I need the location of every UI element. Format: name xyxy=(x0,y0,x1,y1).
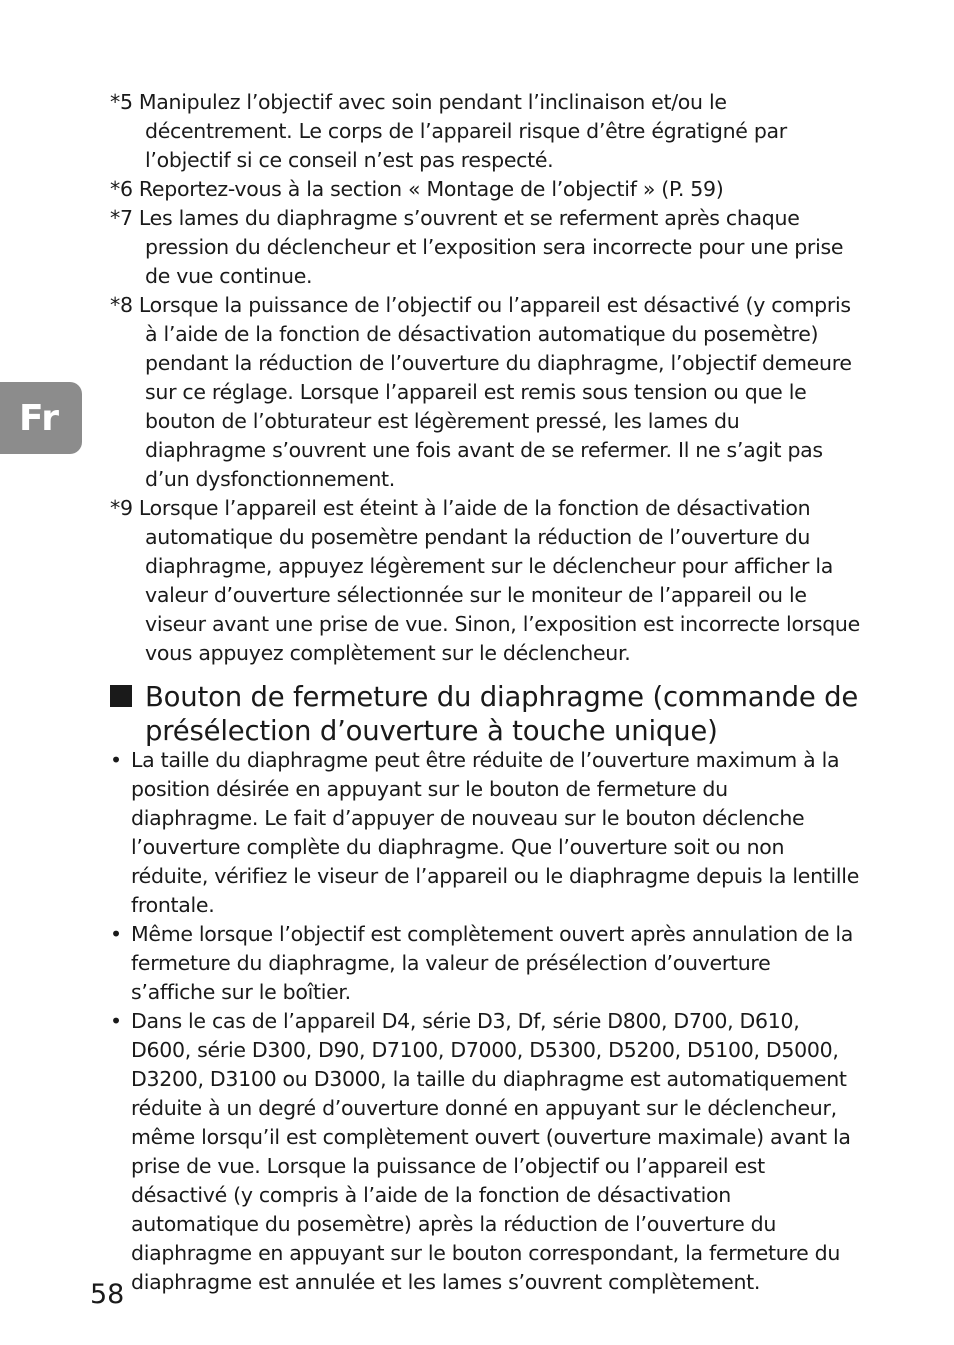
footnotes xyxy=(110,88,860,668)
list-item xyxy=(110,1007,860,1297)
footnote-8: *8 Lorsque la puissance de l’objectif ou l’appareil est désactivé (y compris à l’aide de la fonction de désactivation automatique du posemètre) pendant la réduction de l’ouverture du diaphragme, l’objectif demeure sur ce réglage. Lorsque l’appareil est remis sous tension ou que le bouton de l’obturateur est légèrement pressé, les lames du diaphragme s’ouvrent une fois avant de se refermer. Il ne s’agit pas d’un dysfonctionnement. xyxy=(110,293,852,491)
section-title: Bouton de fermeture du diaphragme (commande de présélection d’ouverture à touche unique) xyxy=(145,681,859,747)
bullet-text: Dans le cas de l’appareil D4, série D3, Df, série D800, D700, D610, D600, série D300, D90, D7100, D7000, D5300, D5200, D5100, D5000, D3200, D3100 ou D3000, la taille du diaphragme est automatiquement réduite à un degré d’ouverture donné en appuyant sur le déclencheur, même lorsqu’il est complètement ouvert (ouverture maximale) avant la prise de vue. Lorsque la puissance de l’objectif ou l’appareil est désactivé (y compris à l’aide de la fonction de désactivation automatique du posemètre) après la réduction de l’ouverture du diaphragme en appuyant sur le bouton correspondant, la fermeture du diaphragme est annulée et les lames s’ouvrent complètement. xyxy=(131,1009,851,1294)
footnote-7: *7 Les lames du diaphragme s’ouvrent et se referment après chaque pression du déclencheur et l’exposition sera incorrecte pour une prise de vue continue. xyxy=(110,206,844,288)
list-item xyxy=(110,746,860,920)
footnote-6: *6 Reportez-vous à la section « Montage de l’objectif » (P. 59) xyxy=(110,177,724,201)
bullet-marker: • xyxy=(110,748,122,772)
page-number: 58 xyxy=(90,1279,125,1310)
language-tab xyxy=(0,382,82,454)
list-item xyxy=(110,920,860,1007)
bullet-text: La taille du diaphragme peut être réduite de l’ouverture maximum à la position désirée en appuyant sur le bouton de fermeture du diaphragme. Le fait d’appuyer de nouveau sur le bouton déclenche l’ouverture complète du diaphragme. Que l’ouverture soit ou non réduite, vérifiez le viseur de l’appareil ou le diaphragme depuis la lentille frontale. xyxy=(131,748,860,917)
footnote-5: *5 Manipulez l’objectif avec soin pendant l’inclinaison et/ou le décentrement. Le corps de l’appareil risque d’être égratigné par l’objectif si ce conseil n’est pas respecté. xyxy=(110,90,787,172)
bullet-marker: • xyxy=(110,922,122,946)
bullet-text: Même lorsque l’objectif est complètement ouvert après annulation de la fermeture du diaphragme, la valeur de présélection d’ouverture s’affiche sur le boîtier. xyxy=(131,922,854,1004)
footnote-9: *9 Lorsque l’appareil est éteint à l’aide de la fonction de désactivation automatique du posemètre pendant la réduction de l’ouverture du diaphragme, appuyez légèrement sur le déclencheur pour afficher la valeur d’ouverture sélectionnée sur le moniteur de l’appareil ou le viseur avant une prise de vue. Sinon, l’exposition est incorrecte lorsque vous appuyez complètement sur le déclencheur. xyxy=(110,496,860,665)
language-tab-label: Fr xyxy=(18,397,60,439)
heading-square-icon xyxy=(110,685,132,707)
bullet-marker: • xyxy=(110,1009,122,1033)
bullet-list xyxy=(110,746,860,1297)
section-heading xyxy=(110,680,895,748)
